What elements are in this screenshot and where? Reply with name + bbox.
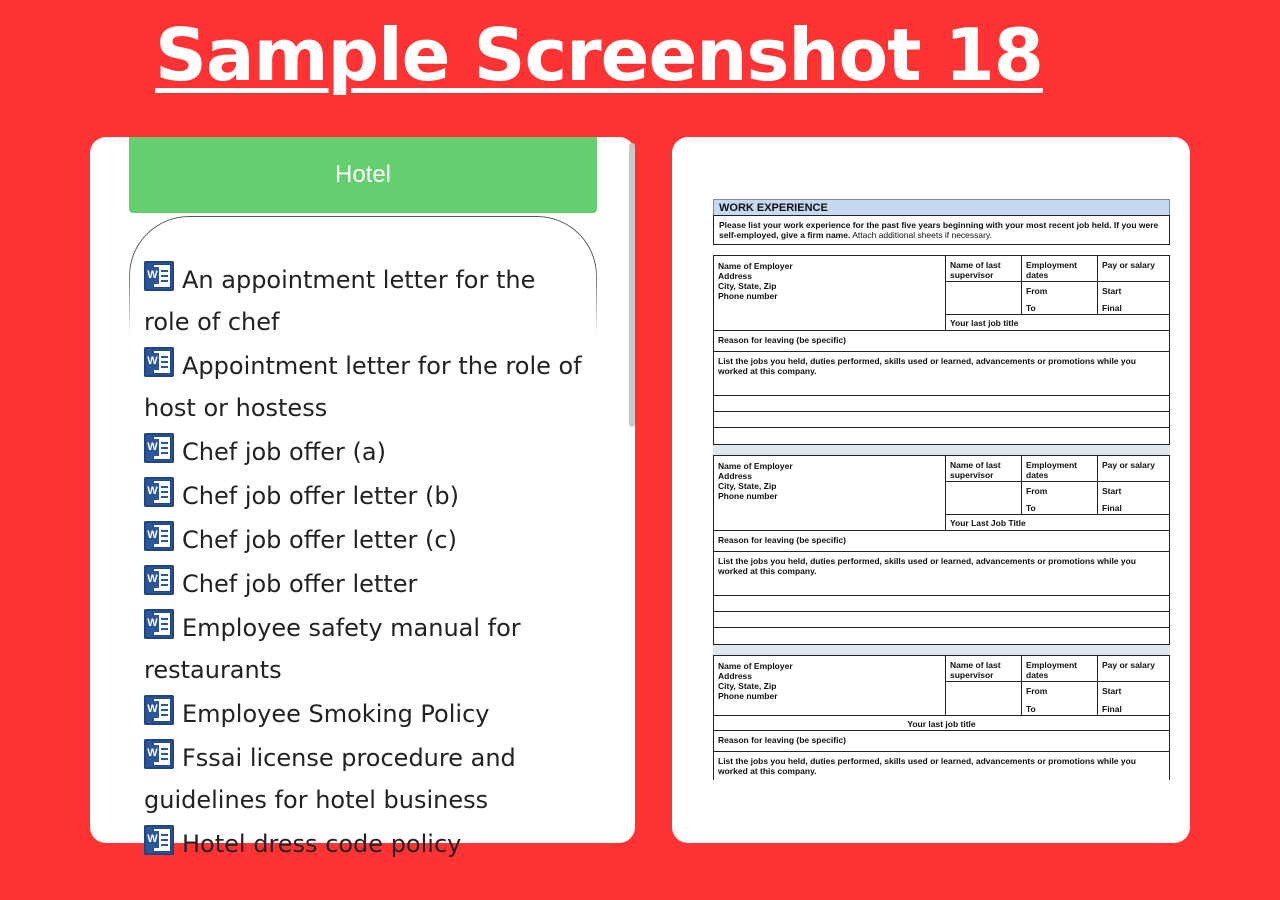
page-title: Sample Screenshot 18 (155, 13, 1043, 97)
job-title-field[interactable]: Your last job title (946, 314, 1169, 330)
city-label: City, State, Zip (718, 681, 777, 691)
word-doc-icon: W (144, 609, 174, 639)
phone-label: Phone number (718, 491, 778, 501)
word-doc-icon: W (144, 825, 174, 855)
word-doc-icon: W (144, 433, 174, 463)
duties-field[interactable]: List the jobs you held, duties performed, skills used or learned, advancements or promotions while you worked at this company. (714, 352, 1169, 396)
address-label: Address (718, 271, 753, 281)
employer-block-3 (713, 655, 1170, 780)
pay-field[interactable] (1098, 482, 1169, 514)
document-link[interactable]: Chef job offer (a) (182, 438, 386, 466)
employer-name-label: Name of Employer (718, 261, 793, 271)
list-item[interactable] (144, 823, 584, 865)
to-label: To (1026, 503, 1036, 513)
blank-line[interactable] (714, 396, 1169, 412)
from-label: From (1026, 286, 1048, 296)
word-doc-icon: W (144, 477, 174, 507)
pay-field[interactable] (1098, 282, 1169, 314)
dates-field[interactable] (1022, 482, 1097, 514)
list-item[interactable] (144, 693, 584, 735)
final-label: Final (1102, 704, 1122, 714)
category-header-hotel[interactable]: Hotel (129, 137, 597, 213)
list-item[interactable] (144, 607, 584, 691)
document-link[interactable]: Chef job offer letter (c) (182, 526, 457, 554)
scrollbar[interactable] (629, 143, 635, 427)
city-label: City, State, Zip (718, 281, 777, 291)
word-doc-icon: W (144, 565, 174, 595)
supervisor-label: Name of last supervisor (946, 256, 1021, 282)
instructions-bold: Please list your work experience for the past five years beginning with your most recent job held. If you were self-employed, give a firm name. (719, 220, 1159, 240)
document-link[interactable]: Appointment letter for the role of host or hostess (144, 352, 582, 422)
document-link[interactable]: Chef job offer letter (182, 570, 418, 598)
word-doc-icon: W (144, 521, 174, 551)
employer-info-field[interactable] (714, 656, 946, 715)
list-item[interactable] (144, 475, 584, 517)
list-item[interactable] (144, 345, 584, 429)
duties-field[interactable]: List the jobs you held, duties performed, skills used or learned, advancements or promotions while you worked at this company. (714, 552, 1169, 596)
to-label: To (1026, 303, 1036, 313)
phone-label: Phone number (718, 691, 778, 701)
final-label: Final (1102, 503, 1122, 513)
list-item[interactable] (144, 431, 584, 473)
blank-line[interactable] (714, 612, 1169, 628)
list-item[interactable] (144, 519, 584, 561)
address-label: Address (718, 671, 753, 681)
start-label: Start (1102, 486, 1122, 496)
blank-line[interactable] (714, 412, 1169, 428)
reason-field[interactable]: Reason for leaving (be specific) (714, 731, 1169, 752)
list-item[interactable] (144, 563, 584, 605)
final-label: Final (1102, 303, 1122, 313)
employer-info-field[interactable] (714, 456, 946, 530)
start-label: Start (1102, 286, 1122, 296)
employer-info-field[interactable] (714, 256, 946, 330)
document-link[interactable]: Employee Smoking Policy (182, 700, 490, 728)
start-label: Start (1102, 686, 1122, 696)
list-item[interactable] (144, 259, 584, 343)
job-title-field[interactable]: Your Last Job Title (946, 514, 1169, 530)
pay-label: Pay or salary (1098, 256, 1169, 282)
pay-field[interactable] (1098, 682, 1169, 715)
reason-field[interactable]: Reason for leaving (be specific) (714, 531, 1169, 552)
document-list-card (90, 137, 635, 858)
document-link[interactable]: Hotel dress code policy (182, 830, 462, 858)
address-label: Address (718, 471, 753, 481)
blank-line[interactable] (714, 428, 1169, 444)
dates-field[interactable] (1022, 682, 1097, 715)
form-section-title: WORK EXPERIENCE (713, 199, 1170, 215)
document-link[interactable]: Chef job offer letter (b) (182, 482, 459, 510)
from-label: From (1026, 486, 1048, 496)
pay-label: Pay or salary (1098, 456, 1169, 482)
word-doc-icon: W (144, 739, 174, 769)
dates-label: Employment dates (1022, 256, 1097, 282)
employer-block-1 (713, 255, 1170, 445)
supervisor-label: Name of last supervisor (946, 656, 1021, 682)
city-label: City, State, Zip (718, 481, 777, 491)
form-instructions (713, 215, 1170, 245)
blank-line[interactable] (714, 628, 1169, 644)
reason-field[interactable]: Reason for leaving (be specific) (714, 331, 1169, 352)
instructions-normal: Attach additional sheets if necessary. (852, 230, 992, 240)
supervisor-field[interactable] (946, 282, 1021, 314)
blank-line[interactable] (714, 596, 1169, 612)
word-doc-icon: W (144, 347, 174, 377)
dates-field[interactable] (1022, 282, 1097, 314)
pay-label: Pay or salary (1098, 656, 1169, 682)
duties-field[interactable]: List the jobs you held, duties performed, skills used or learned, advancements or promotions while you worked at this company. (718, 756, 1137, 776)
document-link[interactable]: Employee safety manual for restaurants (144, 614, 521, 684)
word-doc-icon: W (144, 261, 174, 291)
from-label: From (1026, 686, 1048, 696)
supervisor-field[interactable] (946, 682, 1021, 715)
phone-label: Phone number (718, 291, 778, 301)
supervisor-field[interactable] (946, 482, 1021, 514)
document-list (144, 259, 584, 867)
job-title-field[interactable]: Your last job title (714, 716, 1169, 731)
employer-block-2 (713, 455, 1170, 645)
employer-name-label: Name of Employer (718, 461, 793, 471)
supervisor-label: Name of last supervisor (946, 456, 1021, 482)
work-experience-form (713, 199, 1170, 780)
word-doc-icon: W (144, 695, 174, 725)
document-link[interactable]: Fssai license procedure and guidelines for hotel business (144, 744, 516, 814)
list-item[interactable] (144, 737, 584, 821)
to-label: To (1026, 704, 1036, 714)
dates-label: Employment dates (1022, 656, 1097, 682)
employer-name-label: Name of Employer (718, 661, 793, 671)
form-preview-card (672, 137, 1190, 843)
document-link[interactable]: An appointment letter for the role of chef (144, 266, 536, 336)
dates-label: Employment dates (1022, 456, 1097, 482)
